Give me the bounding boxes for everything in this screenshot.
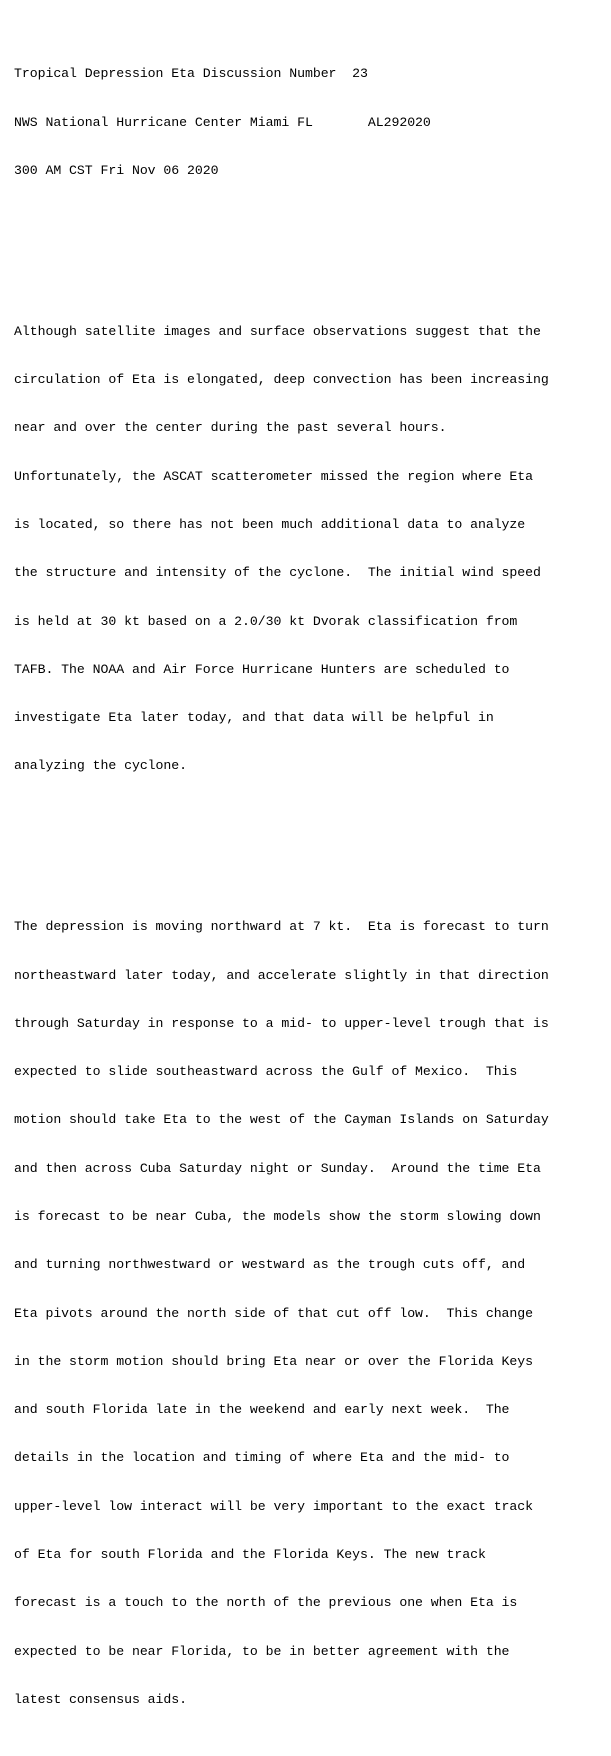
text-line: investigate Eta later today, and that data will be helpful in bbox=[14, 710, 494, 726]
text-line: the structure and intensity of the cyclone. The initial wind speed bbox=[14, 565, 541, 581]
text-line: expected to slide southeastward across the Gulf of Mexico. This bbox=[14, 1064, 518, 1080]
text-line: and turning northwestward or westward as the trough cuts off, and bbox=[14, 1257, 526, 1273]
blank-line bbox=[14, 839, 611, 855]
text-line: Eta pivots around the north side of that cut off low. This change bbox=[14, 1305, 534, 1321]
text-line: through Saturday in response to a mid- to upper-level trough that is bbox=[14, 1015, 549, 1031]
header-title: Tropical Depression Eta Discussion Number 23 bbox=[14, 66, 368, 82]
text-line: motion should take Eta to the west of the Cayman Islands on Saturday bbox=[14, 1112, 549, 1128]
text-line: and then across Cuba Saturday night or Sunday. Around the time Eta bbox=[14, 1160, 541, 1176]
text-line: forecast is a touch to the north of the previous one when Eta is bbox=[14, 1595, 518, 1611]
discussion-header bbox=[14, 34, 611, 211]
text-line: expected to be near Florida, to be in better agreement with the bbox=[14, 1643, 510, 1659]
text-line: and south Florida late in the weekend and early next week. The bbox=[14, 1402, 510, 1418]
paragraph-initial-assessment bbox=[14, 292, 611, 807]
text-line: analyzing the cyclone. bbox=[14, 758, 188, 774]
text-line: Unfortunately, the ASCAT scatterometer missed the region where Eta bbox=[14, 468, 534, 484]
discussion-document bbox=[14, 2, 611, 1756]
text-line: TAFB. The NOAA and Air Force Hurricane Hunters are scheduled to bbox=[14, 661, 510, 677]
text-line: Although satellite images and surface observations suggest that the bbox=[14, 323, 541, 339]
paragraph-track-forecast bbox=[14, 887, 611, 1740]
text-line: circulation of Eta is elongated, deep convection has been increasing bbox=[14, 372, 549, 388]
header-timestamp: 300 AM CST Fri Nov 06 2020 bbox=[14, 162, 219, 178]
text-line: is forecast to be near Cuba, the models show the storm slowing down bbox=[14, 1209, 541, 1225]
text-line: of Eta for south Florida and the Florida Keys. The new track bbox=[14, 1547, 486, 1562]
text-line: details in the location and timing of where Eta and the mid- to bbox=[14, 1450, 510, 1466]
text-line: is located, so there has not been much additional data to analyze bbox=[14, 517, 526, 532]
text-line: northeastward later today, and accelerate slightly in that direction bbox=[14, 967, 549, 983]
text-line: is held at 30 kt based on a 2.0/30 kt Dvorak classification from bbox=[14, 613, 518, 629]
header-office: NWS National Hurricane Center Miami FL AL292020 bbox=[14, 114, 431, 130]
blank-line bbox=[14, 243, 611, 259]
text-line: The depression is moving northward at 7 kt. Eta is forecast to turn bbox=[14, 919, 549, 935]
text-line: latest consensus aids. bbox=[14, 1691, 188, 1707]
text-line: in the storm motion should bring Eta near or over the Florida Keys bbox=[14, 1353, 534, 1369]
text-line: upper-level low interact will be very important to the exact track bbox=[14, 1498, 534, 1514]
text-line: near and over the center during the past several hours. bbox=[14, 420, 447, 436]
